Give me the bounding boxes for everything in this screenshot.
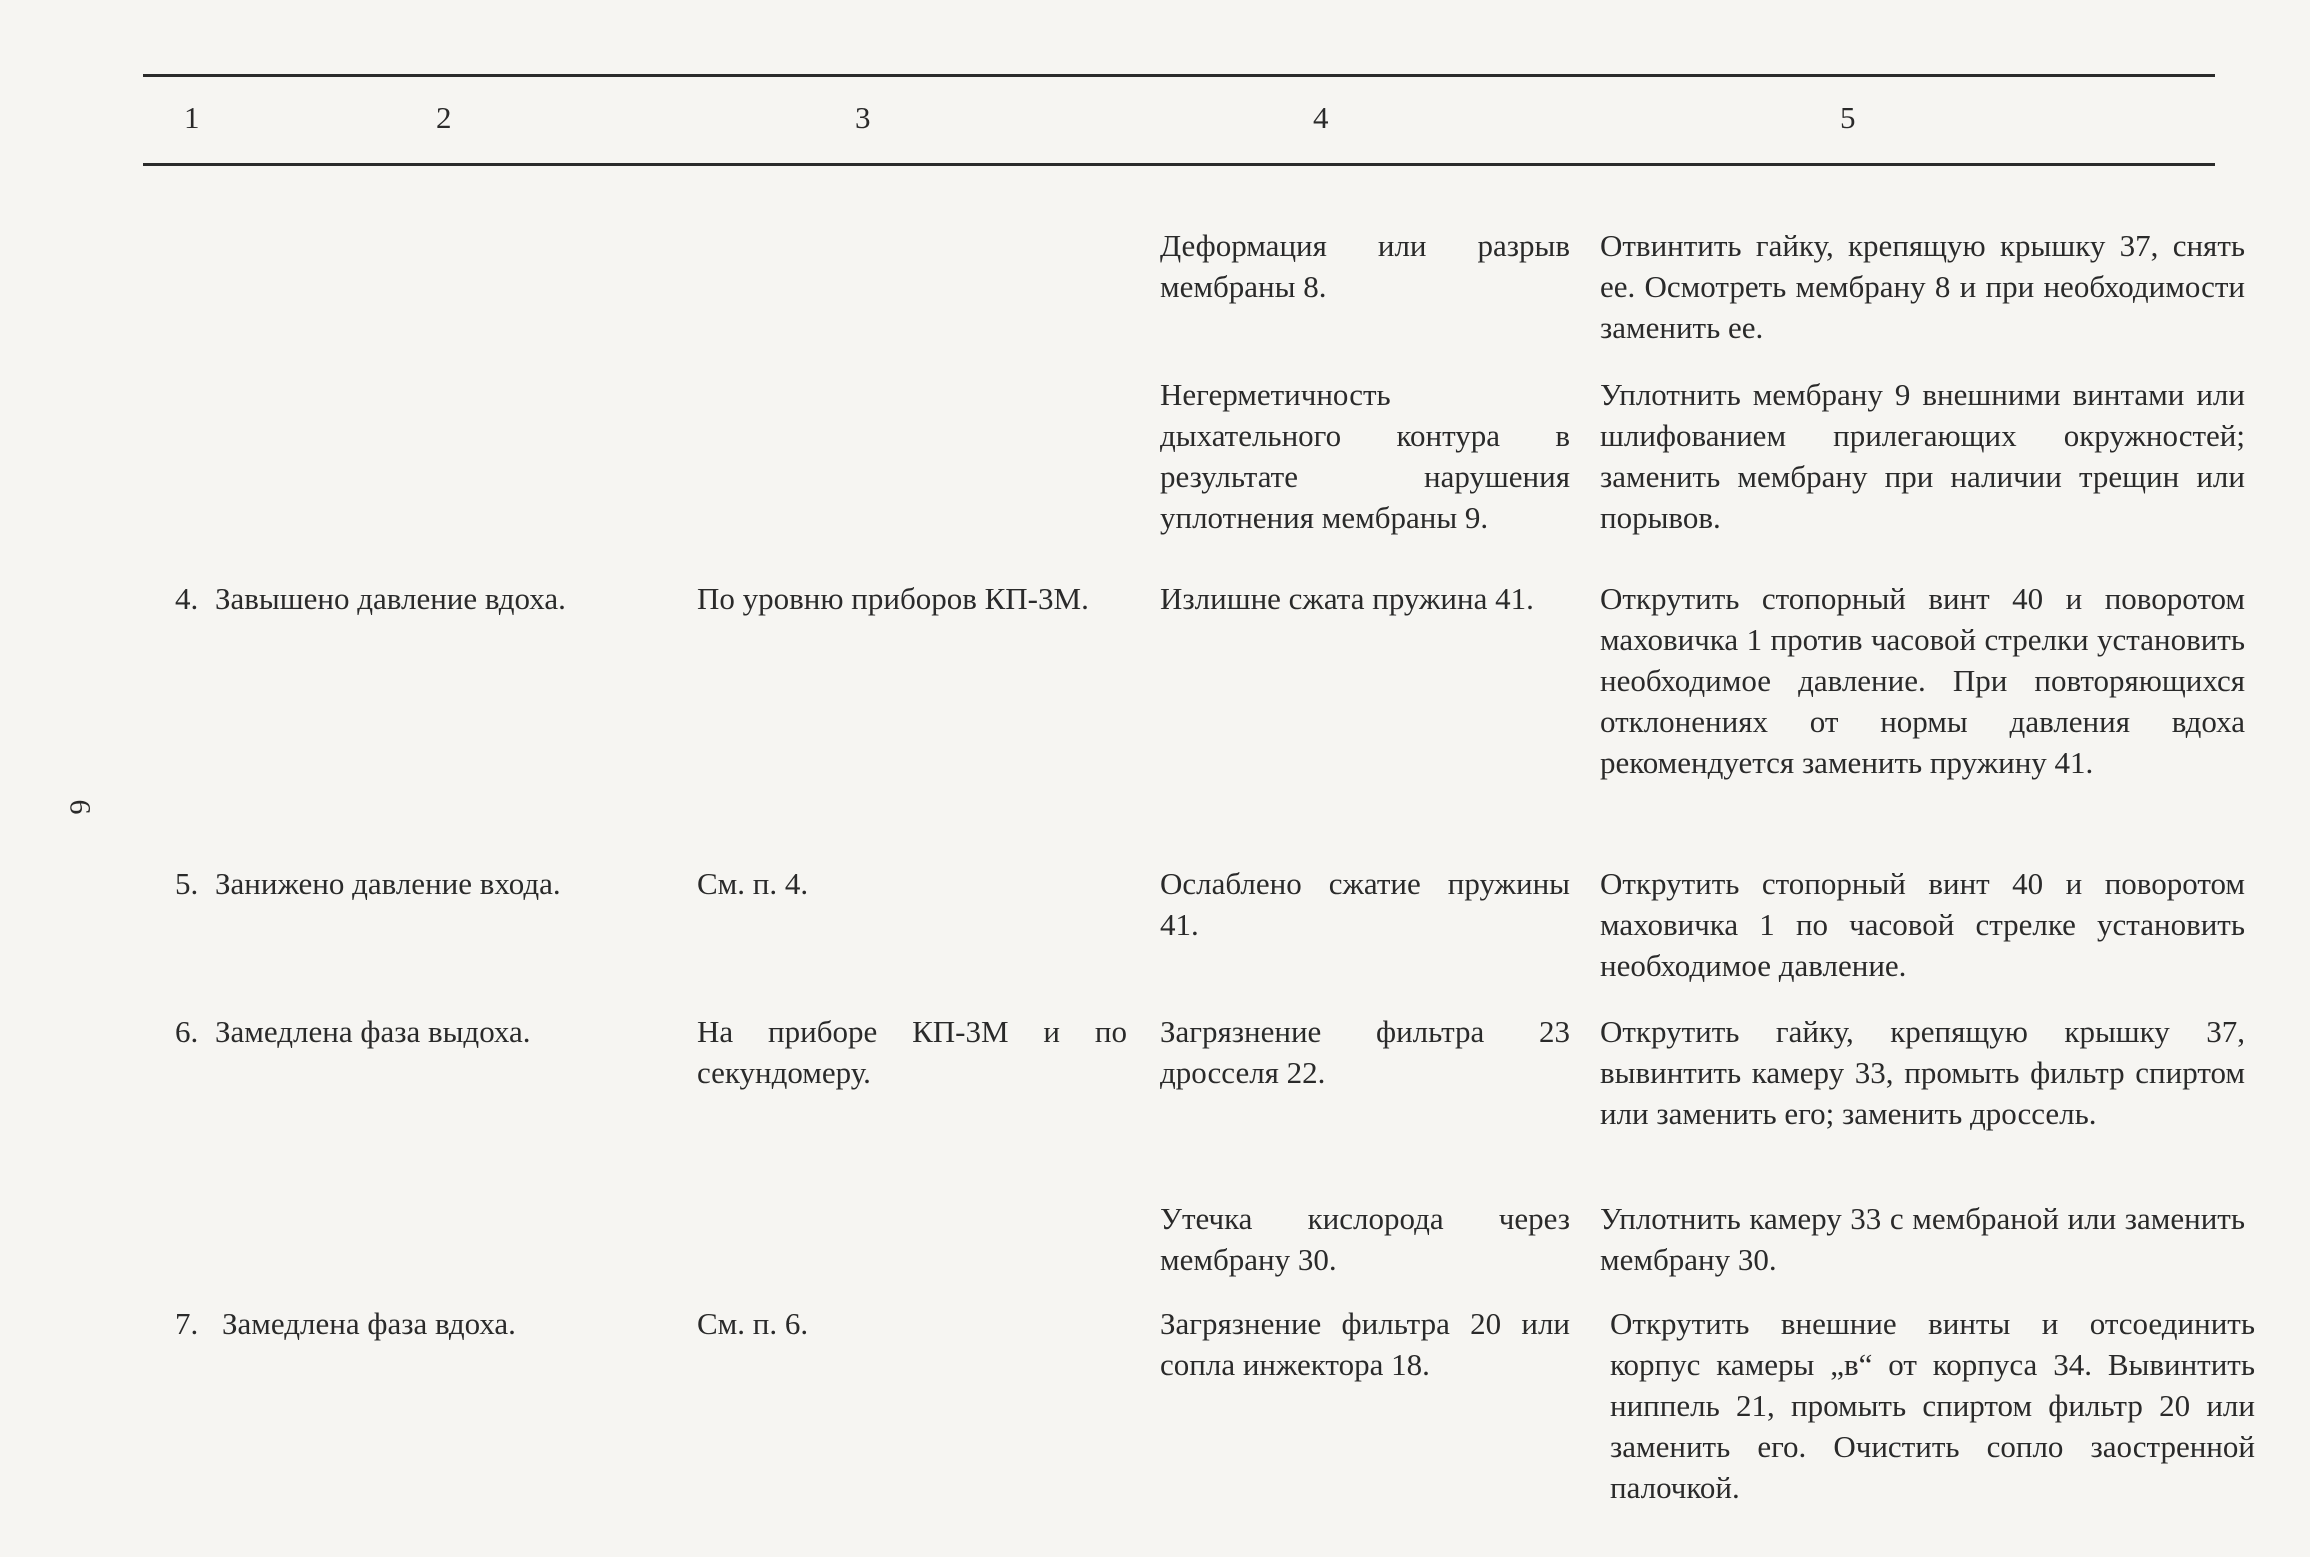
table-cell-issue: Замедлена фаза выдоха. (215, 1014, 531, 1049)
table-cell-method: На приборе КП-3М и по секундомеру. (697, 1014, 1127, 1090)
table-cell-remedy: Отвинтить гайку, крепящую крышку 37, снять ее. Осмотреть мембрану 8 и при необходимости заменить ее. (1600, 228, 2245, 345)
table-header-rule (143, 163, 2215, 166)
table-cell-remedy: Открутить стопорный винт 40 и поворотом маховичка 1 по часовой стрелке установить необходимое давление. (1600, 866, 2245, 983)
header-col-1: 1 (184, 100, 200, 135)
table-cell-number: 6. (175, 1014, 199, 1049)
table-cell-remedy: Открутить стопорный винт 40 и поворотом маховичка 1 против часовой стрелки установить необходимое давление. При повторяющихся отклонениях от нормы давления вдоха рекомендуется заменить пружину 41. (1600, 581, 2245, 780)
table-cell-cause: Негерметичность дыхательного контура в результате нарушения уплотнения мембраны 9. (1160, 377, 1570, 535)
table-cell-method: По уровню приборов КП-3М. (697, 581, 1089, 616)
table-cell-cause: Загрязнение фильтра 23 дросселя 22. (1160, 1014, 1570, 1090)
header-col-2: 2 (436, 100, 452, 135)
table-cell-remedy: Открутить гайку, крепящую крышку 37, вывинтить камеру 33, промыть фильтр спиртом или заменить его; заменить дроссель. (1600, 1014, 2245, 1131)
table-cell-remedy: Уплотнить мембрану 9 внешними винтами или шлифованием прилегающих окружностей; заменить мембрану при наличии трещин или порывов. (1600, 377, 2245, 535)
table-cell-issue: Замедлена фаза вдоха. (222, 1306, 516, 1341)
table-cell-method: См. п. 4. (697, 866, 809, 901)
table-cell-number: 5. (175, 866, 199, 901)
table-cell-issue: Завышено давление вдоха. (215, 581, 566, 616)
table-cell-remedy: Уплотнить камеру 33 с мембраной или заменить мембрану 30. (1600, 1201, 2245, 1277)
table-cell-cause: Деформация или разрыв мембраны 8. (1160, 228, 1570, 304)
table-cell-issue: Занижено давление входа. (215, 866, 561, 901)
table-cell-cause: Излишне сжата пружина 41. (1160, 581, 1534, 616)
table-cell-cause: Загрязнение фильтра 20 или сопла инжектора 18. (1160, 1306, 1570, 1382)
header-col-5: 5 (1840, 100, 1856, 135)
table-cell-number: 7. (175, 1306, 199, 1341)
page-number: 6 (63, 799, 97, 815)
table-cell-remedy: Открутить внешние винты и отсоединить корпус камеры „в“ от корпуса 34. Вывинтить ниппель 21, промыть спиртом фильтр 20 или заменить его. Очистить сопло заостренной палочкой. (1610, 1306, 2255, 1505)
table-cell-method: См. п. 6. (697, 1306, 809, 1341)
table-cell-number: 4. (175, 581, 199, 616)
table-cell-cause: Ослаблено сжатие пружины 41. (1160, 866, 1570, 942)
table-cell-cause: Утечка кислорода через мембрану 30. (1160, 1201, 1570, 1277)
header-col-3: 3 (855, 100, 871, 135)
table-top-rule (143, 74, 2215, 77)
header-col-4: 4 (1313, 100, 1329, 135)
